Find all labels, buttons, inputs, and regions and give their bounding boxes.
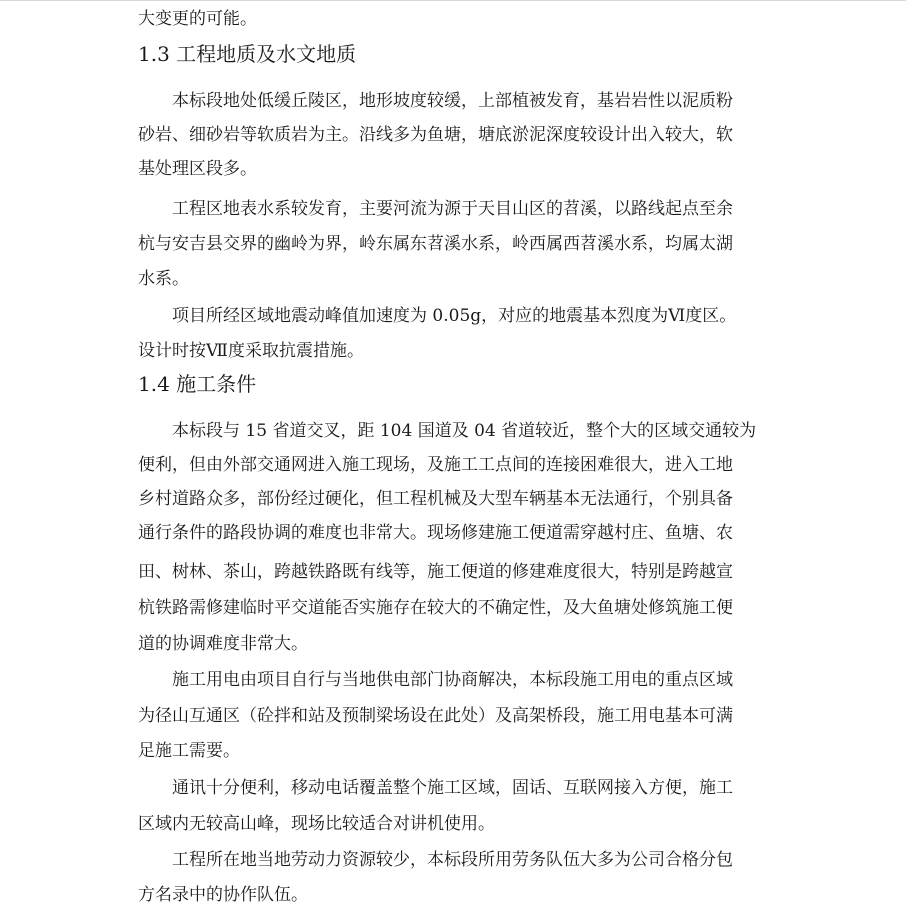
paragraph-line: 田、树林、茶山，跨越铁路既有线等，施工便道的修建难度很大，特别是跨越宣	[138, 562, 733, 582]
carry-over-line: 大变更的可能。	[138, 9, 257, 29]
section-heading-1-4: 1.4 施工条件	[138, 372, 257, 396]
paragraph-line: 通行条件的路段协调的难度也非常大。现场修建施工便道需穿越村庄、鱼塘、农	[138, 523, 733, 543]
paragraph-line: 道的协调难度非常大。	[138, 634, 308, 654]
paragraph-line: 施工用电由项目自行与当地供电部门协商解决，本标段施工用电的重点区域	[172, 670, 733, 690]
paragraph-line: 区域内无较高山峰，现场比较适合对讲机使用。	[138, 814, 495, 834]
paragraph-line: 本标段与 15 省道交叉，距 104 国道及 04 省道较近，整个大的区域交通较为	[172, 421, 757, 441]
paragraph-line: 杭与安吉县交界的幽岭为界，岭东属东苕溪水系，岭西属西苕溪水系，均属太湖	[138, 234, 733, 254]
section-heading-1-3: 1.3 工程地质及水文地质	[138, 42, 357, 66]
paragraph-line: 便利，但由外部交通网进入施工现场，及施工工点间的连接困难很大，进入工地	[138, 455, 733, 475]
paragraph-line: 杭铁路需修建临时平交道能否实施存在较大的不确定性，及大鱼塘处修筑施工便	[138, 598, 733, 618]
paragraph-line: 基处理区段多。	[138, 159, 257, 179]
paragraph-line: 乡村道路众多，部份经过硬化，但工程机械及大型车辆基本无法通行，个别具备	[138, 489, 733, 509]
paragraph-line: 设计时按Ⅶ度采取抗震措施。	[138, 341, 364, 361]
paragraph-line: 项目所经区域地震动峰值加速度为 0.05g，对应的地震基本烈度为Ⅵ度区。	[172, 306, 737, 326]
paragraph-line: 为径山互通区（砼拌和站及预制梁场设在此处）及高架桥段，施工用电基本可满	[138, 706, 733, 726]
page-top-border	[0, 0, 906, 1]
paragraph-line: 通讯十分便利，移动电话覆盖整个施工区域，固话、互联网接入方便，施工	[172, 778, 733, 798]
paragraph-line: 工程所在地当地劳动力资源较少，本标段所用劳务队伍大多为公司合格分包	[172, 850, 733, 870]
paragraph-line: 本标段地处低缓丘陵区，地形坡度较缓，上部植被发育，基岩岩性以泥质粉	[172, 91, 733, 111]
paragraph-line: 水系。	[138, 269, 189, 289]
paragraph-line: 砂岩、细砂岩等软质岩为主。沿线多为鱼塘，塘底淤泥深度较设计出入较大，软	[138, 125, 733, 145]
paragraph-line: 方名录中的协作队伍。	[138, 885, 308, 905]
paragraph-line: 足施工需要。	[138, 741, 240, 761]
paragraph-line: 工程区地表水系较发育，主要河流为源于天目山区的苕溪，以路线起点至余	[172, 199, 733, 219]
